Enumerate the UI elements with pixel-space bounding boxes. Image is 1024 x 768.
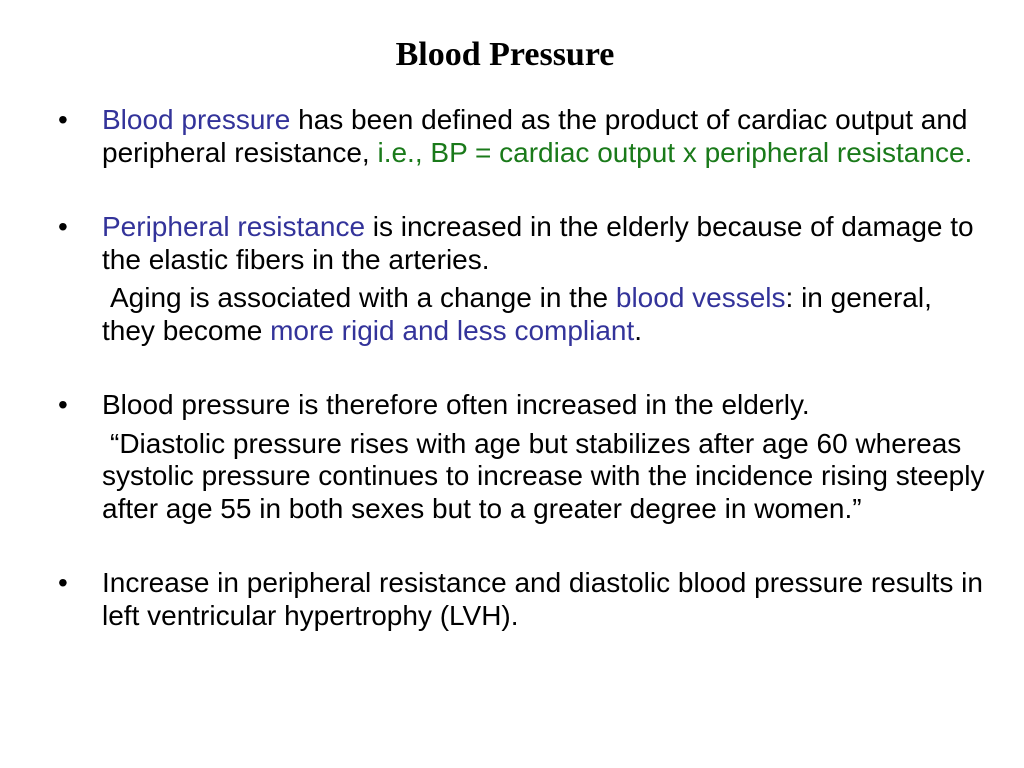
text-run: has been defined as the product of cardiac output and peripheral resistance, [102, 104, 968, 168]
bullet-text [102, 211, 988, 276]
bullet-item [58, 104, 988, 169]
bullet-marker: • [58, 104, 68, 135]
bullet-marker: • [58, 567, 68, 598]
text-run: : in general, they become [102, 282, 932, 346]
bullet-list [58, 104, 988, 632]
bullet-text [102, 104, 988, 169]
text-run: . [634, 314, 643, 346]
text-run: is increased in the elderly because of damage to the elastic fibers in the arteries. [102, 211, 974, 275]
text-run: Increase in peripheral resistance and diastolic blood pressure results in left ventricular hypertrophy (LVH). [102, 567, 983, 631]
bullet-item [58, 389, 988, 525]
slide-title: Blood Pressure [395, 36, 615, 73]
bullet-text [102, 567, 988, 632]
text-run: Aging is associated with a change in the [110, 282, 616, 313]
bullet-item [58, 567, 988, 632]
highlight-term: more rigid and less compliant [270, 314, 635, 346]
bullet-item [58, 211, 988, 347]
bullet-text [102, 389, 988, 422]
bullet-subtext [102, 282, 988, 347]
text-run: “Diastolic pressure rises with age but stabilizes after age 60 whereas systolic pressure continues to increase with the incidence rising steeply after age 55 in both sexes but to a greater degree in women.” [102, 427, 985, 524]
bullet-marker: • [58, 389, 68, 420]
highlight-term: blood vessels [615, 282, 786, 313]
bullet-marker: • [58, 211, 68, 242]
highlight-term: Blood pressure [102, 104, 291, 135]
bullet-quote [102, 428, 988, 526]
highlight-term: Peripheral resistance [102, 211, 366, 242]
text-run: Blood pressure is therefore often increased in the elderly. [102, 389, 810, 420]
formula-text: i.e., BP = cardiac output x peripheral resistance. [377, 136, 973, 168]
